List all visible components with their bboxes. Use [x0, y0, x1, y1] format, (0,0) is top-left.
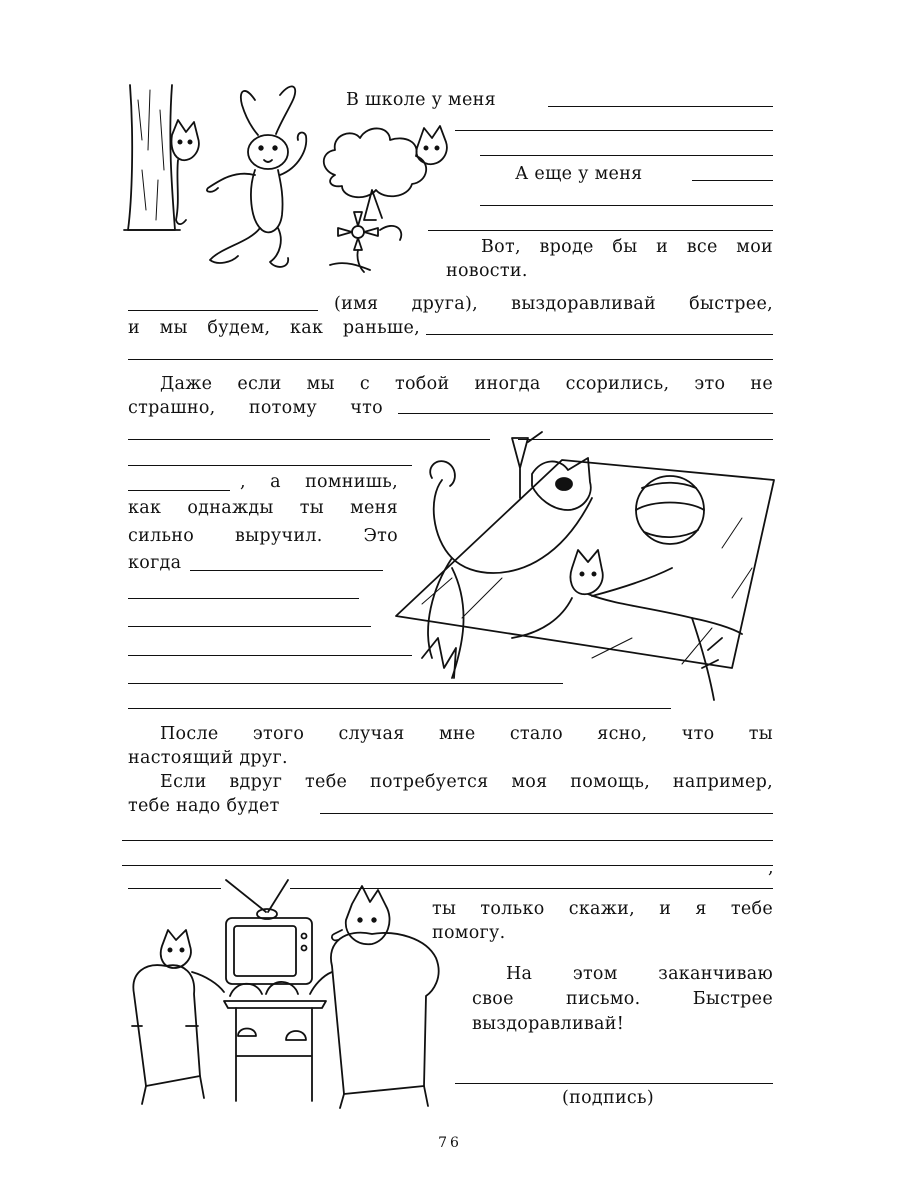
rescue-blank-line[interactable]: [128, 490, 230, 491]
help-answer-line-2[interactable]: [122, 840, 773, 841]
also-answer-line-1[interactable]: [692, 180, 773, 181]
quarrel-text-line-1: Даже если мы с тобой иногда ссорились, это не: [160, 374, 773, 394]
like-before-text: и мы будем, как раньше,: [128, 318, 420, 338]
closing-text-line-2: помогу.: [432, 923, 506, 943]
tv-watching-illustration: [126, 876, 444, 1111]
signature-line[interactable]: [455, 1083, 773, 1084]
help-comma: ,: [768, 858, 774, 878]
help-answer-line-1[interactable]: [320, 813, 773, 814]
ending-text-line-3: выздоравливай!: [472, 1014, 625, 1034]
closing-text-line-1: ты только скажи, и я тебе: [432, 899, 773, 919]
school-answer-line-2[interactable]: [455, 130, 773, 131]
ending-text-line-1: На этом заканчиваю: [506, 964, 773, 984]
quarrel-answer-line-1[interactable]: [398, 413, 773, 414]
like-before-line-2[interactable]: [128, 359, 773, 360]
rescue-text-line-1: , а помнишь,: [240, 472, 398, 492]
school-label: В школе у меня: [346, 90, 496, 110]
friend-name-hint: (имя друга), выздоравливай быстрее,: [334, 294, 773, 314]
quarrel-answer-line-3[interactable]: [128, 465, 412, 466]
rescue-answer-line-1[interactable]: [190, 570, 383, 571]
rescue-text-line-4: когда: [128, 553, 182, 573]
after-text-line-1: После этого случая мне стало ясно, что ты: [160, 724, 773, 744]
ending-text-line-2: свое письмо. Быстрее: [472, 989, 773, 1009]
news-text-line-1: Вот, вроде бы и все мои: [481, 237, 773, 257]
rescue-text-line-2: как однажды ты меня: [128, 498, 398, 518]
rescue-answer-line-4[interactable]: [128, 655, 412, 656]
news-text-line-2: новости.: [446, 261, 528, 281]
page-number: 76: [438, 1135, 462, 1151]
school-answer-line-1[interactable]: [548, 106, 773, 107]
help-answer-line-3[interactable]: [122, 865, 773, 866]
rescue-answer-line-2[interactable]: [128, 598, 359, 599]
help-text-line-2: тебе надо будет: [128, 796, 280, 816]
school-answer-line-3[interactable]: [480, 155, 773, 156]
also-answer-line-2[interactable]: [480, 205, 773, 206]
friend-name-line[interactable]: [128, 310, 318, 311]
rescue-answer-line-3[interactable]: [128, 626, 371, 627]
also-answer-line-3[interactable]: [428, 230, 773, 231]
signature-label: (подпись): [562, 1088, 654, 1108]
after-text-line-2: настоящий друг.: [128, 748, 288, 768]
like-before-line-1[interactable]: [426, 334, 773, 335]
quarrel-text-line-2: страшно, потому что: [128, 398, 383, 418]
help-text-line-1: Если вдруг тебе потребуется моя помощь, например,: [160, 772, 773, 792]
also-label: А еще у меня: [515, 164, 643, 184]
sunbathing-animals-illustration: [392, 428, 777, 710]
rescue-text-line-3: сильно выручил. Это: [128, 526, 398, 546]
